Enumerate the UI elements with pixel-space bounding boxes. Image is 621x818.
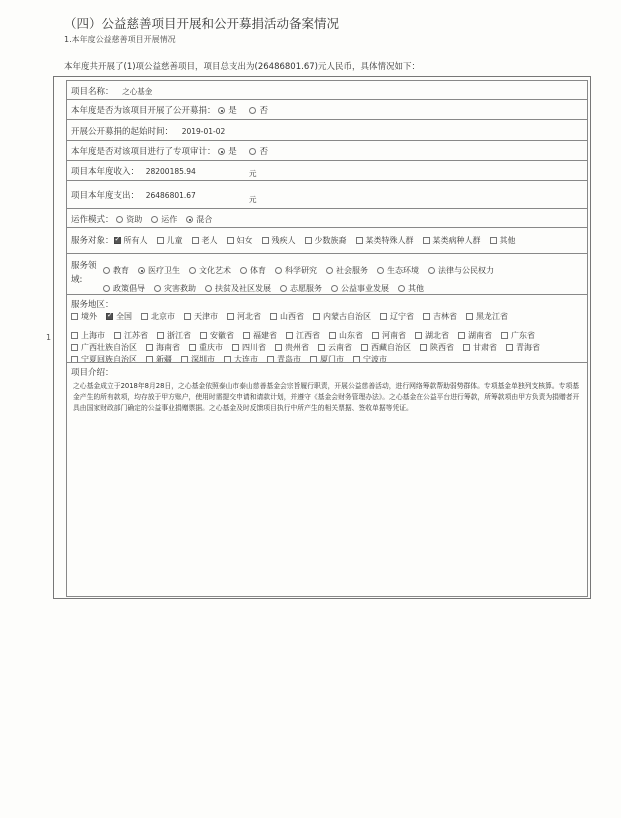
area-option: 海南省 xyxy=(156,343,180,352)
area-option: 青海省 xyxy=(516,343,540,352)
area-option: 大连市 xyxy=(234,355,258,364)
area-option: 安徽省 xyxy=(210,331,234,340)
mode-label: 运作模式： xyxy=(71,215,114,225)
area-checkbox[interactable] xyxy=(463,344,470,351)
area-option: 贵州省 xyxy=(285,343,309,352)
area-checkbox[interactable] xyxy=(184,313,191,320)
area-checkbox[interactable] xyxy=(71,313,78,320)
fundraising-no-label: 否 xyxy=(259,106,268,116)
target-checkbox[interactable] xyxy=(227,237,234,244)
target-checkbox[interactable] xyxy=(356,237,363,244)
expense-unit: 元 xyxy=(249,195,257,204)
area-option: 深圳市 xyxy=(191,355,215,364)
start-label: 开展公开募捐的起始时间： xyxy=(71,127,174,137)
area-checkbox[interactable] xyxy=(506,344,513,351)
area-option: 陕西省 xyxy=(430,343,454,352)
fundraising-no-radio[interactable] xyxy=(249,107,256,114)
target-option: 少数族裔 xyxy=(314,236,347,245)
fundraising-label: 本年度是否为该项目开展了公开募捐： xyxy=(71,106,216,116)
field-radio[interactable] xyxy=(428,267,435,274)
field-option: 扶贫及社区发展 xyxy=(215,284,271,293)
project-table xyxy=(66,80,588,597)
area-checkbox[interactable] xyxy=(380,313,387,320)
field-radio[interactable] xyxy=(154,285,161,292)
row-intro xyxy=(66,362,588,597)
row-start-time xyxy=(66,119,588,140)
target-checkbox[interactable] xyxy=(262,237,269,244)
field-radio[interactable] xyxy=(398,285,405,292)
name-value: 之心基金 xyxy=(122,87,153,96)
field-radio[interactable] xyxy=(331,285,338,292)
area-option: 江西省 xyxy=(296,331,320,340)
field-option: 医疗卫生 xyxy=(148,266,180,275)
target-checkbox[interactable] xyxy=(490,237,497,244)
target-option: 妇女 xyxy=(236,236,253,245)
area-checkbox[interactable] xyxy=(466,313,473,320)
row-target xyxy=(66,227,588,253)
area-option: 湖南省 xyxy=(468,331,492,340)
area-option: 河南省 xyxy=(382,331,406,340)
area-option: 河北省 xyxy=(237,312,261,321)
subsection-title: 1.本年度公益慈善项目开展情况 xyxy=(64,35,176,44)
row-expense xyxy=(66,180,588,208)
expense-value: 26486801.67 xyxy=(145,191,196,200)
audit-yes-label: 是 xyxy=(228,147,237,157)
income-unit: 元 xyxy=(249,169,257,178)
area-option: 内蒙古自治区 xyxy=(323,312,371,321)
area-option: 青岛市 xyxy=(277,355,301,364)
field-radio[interactable] xyxy=(205,285,212,292)
field-radio[interactable] xyxy=(103,267,110,274)
field-option: 教育 xyxy=(113,266,129,275)
field-option: 文化艺术 xyxy=(199,266,231,275)
target-checkbox[interactable] xyxy=(423,237,430,244)
area-option: 福建省 xyxy=(253,331,277,340)
row-income xyxy=(66,160,588,180)
target-option: 其他 xyxy=(499,236,516,245)
target-option: 某类病种人群 xyxy=(432,236,481,245)
audit-label: 本年度是否对该项目进行了专项审计： xyxy=(71,147,216,157)
field-option: 其他 xyxy=(408,284,424,293)
mode-radio[interactable] xyxy=(151,216,158,223)
audit-yes-radio[interactable] xyxy=(218,148,225,155)
area-option: 宁波市 xyxy=(363,355,387,364)
field-radio[interactable] xyxy=(103,285,110,292)
mode-radio[interactable] xyxy=(116,216,123,223)
area-option: 浙江省 xyxy=(167,331,191,340)
income-label: 项目本年度收入： xyxy=(71,167,140,177)
row-audit xyxy=(66,140,588,160)
target-checkbox[interactable] xyxy=(114,237,121,244)
mode-option: 混合 xyxy=(196,215,213,224)
area-option: 江苏省 xyxy=(124,331,148,340)
field-radio[interactable] xyxy=(280,285,287,292)
area-option: 四川省 xyxy=(242,343,266,352)
target-option: 残疾人 xyxy=(271,236,296,245)
target-option: 某类特殊人群 xyxy=(365,236,414,245)
field-radio[interactable] xyxy=(138,267,145,274)
area-option: 吉林省 xyxy=(433,312,457,321)
area-option: 山西省 xyxy=(280,312,304,321)
target-option: 所有人 xyxy=(123,236,148,245)
target-checkbox[interactable] xyxy=(305,237,312,244)
mode-option: 资助 xyxy=(126,215,143,224)
mode-option: 运作 xyxy=(161,215,178,224)
area-checkbox[interactable] xyxy=(227,313,234,320)
section-title: （四）公益慈善项目开展和公开募捐活动备案情况 xyxy=(64,16,340,31)
area-option: 湖北省 xyxy=(425,331,449,340)
area-option: 上海市 xyxy=(81,331,105,340)
area-option: 云南省 xyxy=(328,343,352,352)
intro-label: 项目介绍： xyxy=(71,368,114,378)
field-option: 志愿服务 xyxy=(290,284,322,293)
target-checkbox[interactable] xyxy=(157,237,164,244)
area-checkbox[interactable] xyxy=(106,313,113,320)
area-option: 全国 xyxy=(116,312,132,321)
project-description: 之心基金成立于2018年8月28日，之心基金依照泰山市泰山慈善基金会宗旨履行职责，开展公益慈善活动，进行网络筹款帮助弱势群体。专项基金单独列支核算。专项基金产生的所有款项，均存放于甲方账户，使用时需提交申请和请款计划，并遵守《基金会财务管理办法》。之心基金在公益平台进行筹款，所筹款项由甲方负责为捐赠者开具由国家财政部门确定的公益事业捐赠票据。之心基金及时反馈项目执行中所产生的相关票据、签收单据等凭证。 xyxy=(73,382,580,412)
target-label: 服务对象： xyxy=(71,236,114,246)
area-checkbox[interactable] xyxy=(270,313,277,320)
field-radio[interactable] xyxy=(326,267,333,274)
area-option: 甘肃省 xyxy=(473,343,497,352)
field-option: 公益事业发展 xyxy=(341,284,389,293)
field-option: 灾害救助 xyxy=(164,284,196,293)
field-option: 体育 xyxy=(250,266,266,275)
field-label-2: 域: xyxy=(71,275,83,285)
area-checkbox[interactable] xyxy=(423,313,430,320)
fundraising-yes-radio[interactable] xyxy=(218,107,225,114)
area-option: 黑龙江省 xyxy=(476,312,508,321)
target-option: 老人 xyxy=(201,236,218,245)
area-checkbox[interactable] xyxy=(420,344,427,351)
area-option: 新疆 xyxy=(156,355,172,364)
row-project-name xyxy=(66,80,588,99)
name-label: 项目名称： xyxy=(71,87,114,97)
page-marker: 1 xyxy=(46,333,52,342)
field-option: 政策倡导 xyxy=(113,284,145,293)
field-option: 社会服务 xyxy=(336,266,368,275)
field-radio[interactable] xyxy=(377,267,384,274)
row-area xyxy=(66,294,588,362)
area-option: 天津市 xyxy=(194,312,218,321)
area-checkbox[interactable] xyxy=(141,313,148,320)
field-option: 生态环境 xyxy=(387,266,419,275)
area-option: 西藏自治区 xyxy=(371,343,411,352)
mode-radio[interactable] xyxy=(186,216,193,223)
area-label: 服务地区： xyxy=(71,300,114,310)
field-option: 法律与公民权力 xyxy=(438,266,494,275)
area-option: 广东省 xyxy=(511,331,535,340)
target-checkbox[interactable] xyxy=(192,237,199,244)
income-value: 28200185.94 xyxy=(145,167,196,176)
area-option: 广西壮族自治区 xyxy=(81,343,137,352)
fundraising-yes-label: 是 xyxy=(228,106,237,116)
area-checkbox[interactable] xyxy=(313,313,320,320)
area-option: 宁夏回族自治区 xyxy=(81,355,137,364)
expense-label: 项目本年度支出： xyxy=(71,191,140,201)
target-option: 儿童 xyxy=(166,236,183,245)
area-option: 厦门市 xyxy=(320,355,344,364)
field-option: 科学研究 xyxy=(285,266,317,275)
start-value: 2019-01-02 xyxy=(181,127,226,136)
row-mode xyxy=(66,208,588,227)
row-field xyxy=(66,253,588,294)
area-option: 境外 xyxy=(81,312,97,321)
area-option: 辽宁省 xyxy=(390,312,414,321)
field-radio[interactable] xyxy=(189,267,196,274)
area-option: 重庆市 xyxy=(199,343,223,352)
area-option: 北京市 xyxy=(151,312,175,321)
intro-text: 本年度共开展了(1)项公益慈善项目，项目总支出为(26486801.67)元人民币，具体情况如下： xyxy=(64,62,420,72)
field-label: 服务领 xyxy=(71,261,97,271)
audit-no-label: 否 xyxy=(259,147,268,157)
row-fundraising xyxy=(66,99,588,119)
field-radio[interactable] xyxy=(275,267,282,274)
audit-no-radio[interactable] xyxy=(249,148,256,155)
area-option: 山东省 xyxy=(339,331,363,340)
field-radio[interactable] xyxy=(240,267,247,274)
